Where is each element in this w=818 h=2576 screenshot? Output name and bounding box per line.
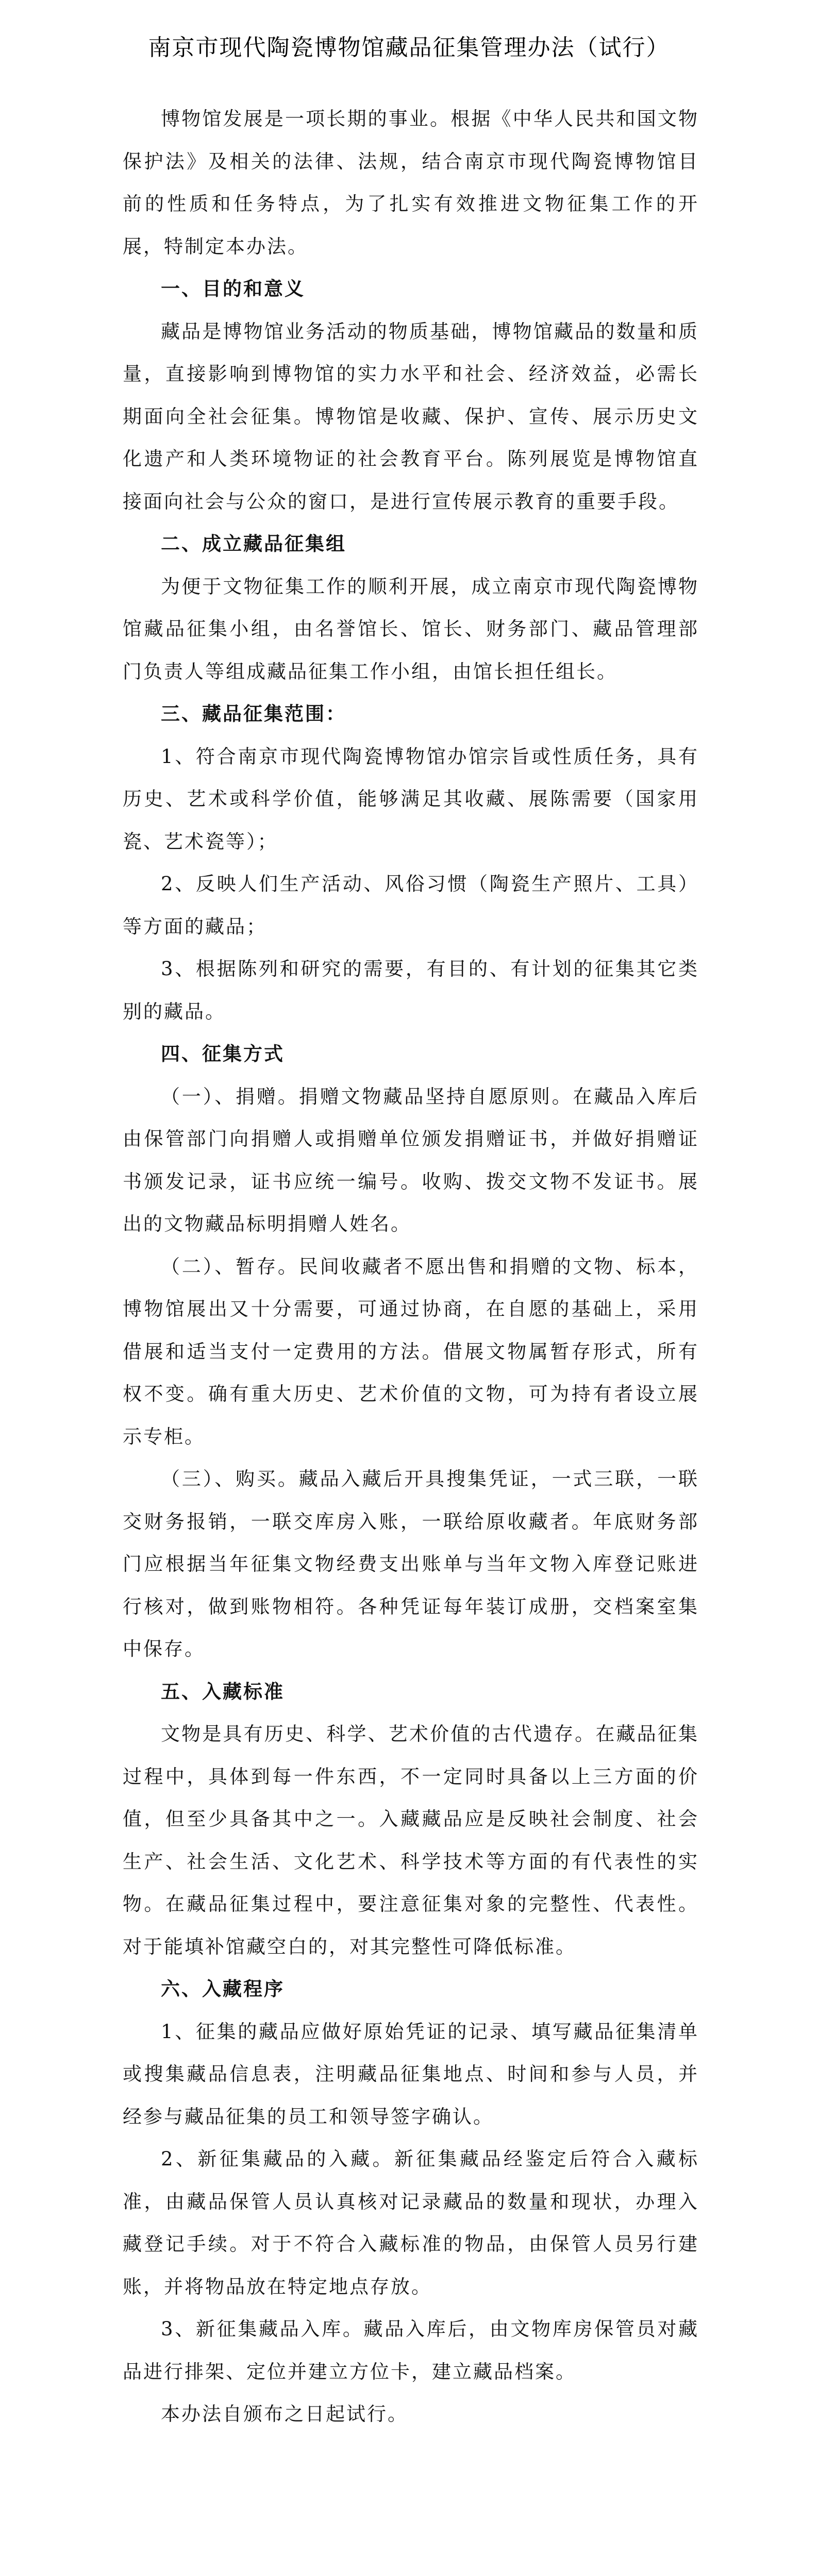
document-title: 南京市现代陶瓷博物馆藏品征集管理办法（试行） bbox=[148, 35, 670, 61]
section-collection-methods bbox=[123, 1033, 699, 1671]
section-paragraph: 为便于文物征集工作的顺利开展，成立南京市现代陶瓷博物馆藏品征集小组，由名誉馆长、馆长、财务部门、藏品管理部门负责人等组成藏品征集工作小组，由馆长担任组长。 bbox=[123, 575, 699, 683]
section-collection-scope bbox=[123, 693, 699, 1033]
section-paragraph: 1、符合南京市现代陶瓷博物馆办馆宗旨或性质任务，具有历史、艺术或科学价值，能够满足其收藏、展陈需要（国家用瓷、艺术瓷等）； bbox=[123, 745, 699, 853]
section-heading: 二、成立藏品征集组 bbox=[161, 533, 346, 555]
section-paragraph: （一）、捐赠。捐赠文物藏品坚持自愿原则。在藏品入库后由保管部门向捐赠人或捐赠单位颁发捐赠证书，并做好捐赠证书颁发记录，证书应统一编号。收购、拨交文物不发证书。展出的文物藏品标明捐赠人姓名。 bbox=[123, 1085, 699, 1235]
section-paragraph: （二）、暂存。民间收藏者不愿出售和捐赠的文物、标本，博物馆展出又十分需要，可通过协商，在自愿的基础上，采用借展和适当支付一定费用的方法。借展文物属暂存形式，所有权不变。确有重大历史、艺术价值的文物，可为持有者设立展示专柜。 bbox=[123, 1255, 699, 1448]
section-paragraph: 文物是具有历史、科学、艺术价值的古代遗存。在藏品征集过程中，具体到每一件东西，不一定同时具备以上三方面的价值，但至少具备其中之一。入藏藏品应是反映社会制度、社会生产、社会生活、文化艺术、科学技术等方面的有代表性的实物。在藏品征集过程中，要注意征集对象的完整性、代表性。对于能填补馆藏空白的，对其完整性可降低标准。 bbox=[123, 1723, 699, 1958]
section-heading: 四、征集方式 bbox=[161, 1043, 285, 1065]
section-collection-group bbox=[123, 523, 699, 693]
section-heading: 六、入藏程序 bbox=[161, 1978, 285, 2000]
section-accession-procedure bbox=[123, 1968, 699, 2436]
section-paragraph: 2、反映人们生产活动、风俗习惯（陶瓷生产照片、工具）等方面的藏品； bbox=[123, 873, 699, 938]
section-paragraph: 3、根据陈列和研究的需要，有目的、有计划的征集其它类别的藏品。 bbox=[123, 958, 699, 1023]
section-heading: 一、目的和意义 bbox=[161, 278, 305, 300]
section-paragraph: 1、征集的藏品应做好原始凭证的记录、填写藏品征集清单或搜集藏品信息表，注明藏品征集地点、时间和参与人员，并经参与藏品征集的员工和领导签字确认。 bbox=[123, 2020, 699, 2128]
section-heading: 五、入藏标准 bbox=[161, 1680, 285, 1703]
section-purpose bbox=[123, 268, 699, 523]
document-body bbox=[123, 98, 699, 2436]
section-heading: 三、藏品征集范围： bbox=[161, 703, 346, 725]
section-accession-standards bbox=[123, 1671, 699, 1969]
section-paragraph: 3、新征集藏品入库。藏品入库后，由文物库房保管员对藏品进行排架、定位并建立方位卡，建立藏品档案。 bbox=[123, 2318, 699, 2383]
section-paragraph: （三）、购买。藏品入藏后开具搜集凭证，一式三联，一联交财务报销，一联交库房入账，一联给原收藏者。年底财务部门应根据当年征集文物经费支出账单与当年文物入库登记账进行核对，做到账物相符。各种凭证每年装订成册，交档案室集中保存。 bbox=[123, 1468, 699, 1660]
section-paragraph: 2、新征集藏品的入藏。新征集藏品经鉴定后符合入藏标准，由藏品保管人员认真核对记录藏品的数量和现状，办理入藏登记手续。对于不符合入藏标准的物品，由保管人员另行建账，并将物品放在特定地点存放。 bbox=[123, 2148, 699, 2298]
section-paragraph: 藏品是博物馆业务活动的物质基础，博物馆藏品的数量和质量，直接影响到博物馆的实力水平和社会、经济效益，必需长期面向全社会征集。博物馆是收藏、保护、宣传、展示历史文化遗产和人类环境物证的社会教育平台。陈列展览是博物馆直接面向社会与公众的窗口，是进行宣传展示教育的重要手段。 bbox=[123, 320, 699, 513]
effective-date-note: 本办法自颁布之日起试行。 bbox=[161, 2403, 408, 2425]
intro-paragraph: 博物馆发展是一项长期的事业。根据《中华人民共和国文物保护法》及相关的法律、法规，结合南京市现代陶瓷博物馆目前的性质和任务特点，为了扎实有效推进文物征集工作的开展，特制定本办法。 bbox=[123, 108, 699, 258]
